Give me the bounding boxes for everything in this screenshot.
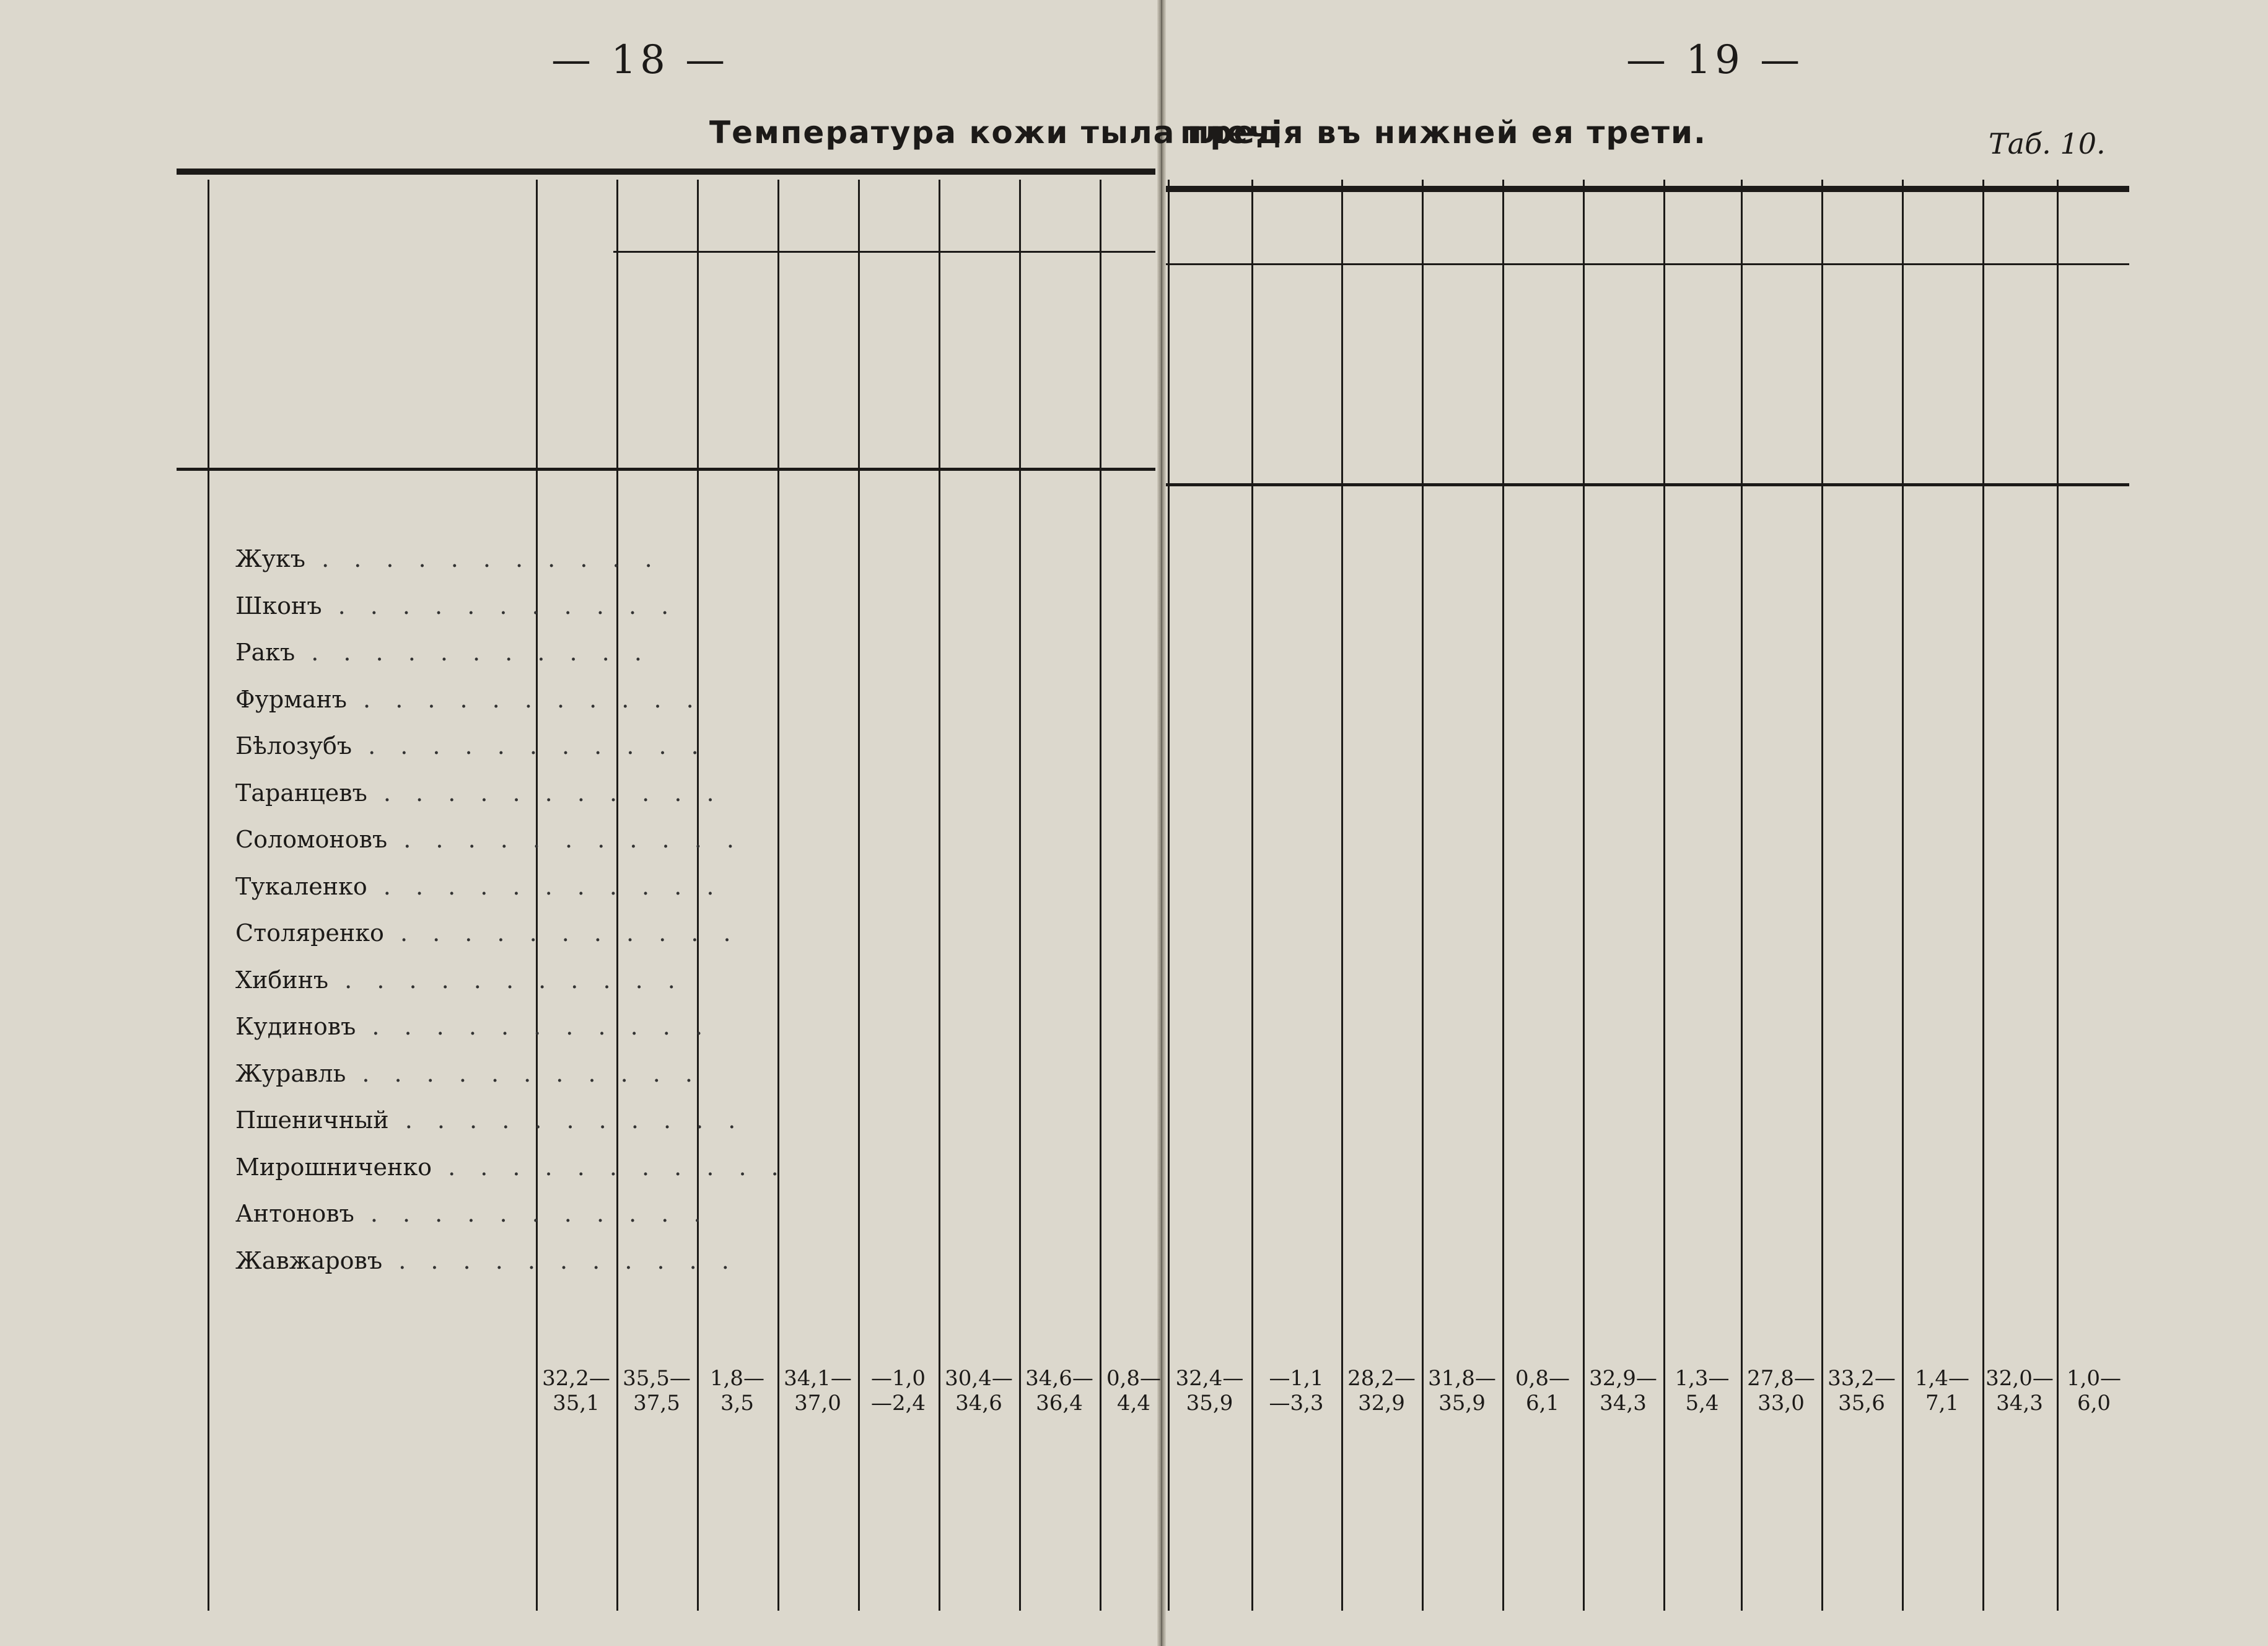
leader-dots: . . . . . . . . . . . [388, 1106, 745, 1134]
leader-dots: . . . . . . . . . . . [367, 779, 723, 807]
minmax-value: —3,3 [1269, 1391, 1324, 1416]
minmax-cell [1821, 1366, 1902, 1416]
surname [235, 1246, 738, 1274]
surname [235, 639, 650, 666]
column-header [883, 254, 914, 477]
table-title-left: Температура кожи тыла пред [709, 115, 1282, 151]
leader-dots: . . . . . . . . . . . [328, 966, 684, 994]
minmax-value: 36,4 [1036, 1391, 1083, 1416]
surname [235, 1153, 787, 1181]
minmax-value: 34,3 [1996, 1391, 2043, 1416]
surname-text: Столяренко [235, 919, 384, 947]
minmax-value: 35,6 [1838, 1391, 1885, 1416]
group-header-3 [1341, 208, 1744, 245]
minmax-cell [1168, 1366, 1251, 1416]
column-header [1194, 254, 1225, 477]
leader-dots: . . . . . . . . . . . [322, 592, 678, 619]
leader-dots: . . . . . . . . . . . [383, 919, 740, 947]
minmax-cell [939, 1366, 1019, 1416]
group-header-4 [1741, 208, 2129, 245]
column-header [1846, 254, 1877, 477]
top-rule-right [1166, 186, 2129, 192]
surname [235, 872, 723, 900]
table-title-right: плечія въ нижней ея трети. [1180, 115, 1707, 151]
column-header [802, 254, 833, 477]
minmax-value: 7,1 [1925, 1391, 1959, 1416]
minmax-value: 6,0 [2077, 1391, 2111, 1416]
column-header [722, 254, 753, 477]
column-header [1281, 254, 1312, 477]
column-header [1608, 254, 1639, 477]
surname-text: Тукаленко [235, 872, 367, 900]
leader-dots: . . . . . . . . . . . [346, 685, 703, 713]
minmax-value: 32,2— [542, 1366, 610, 1391]
surname-text: Жукъ [235, 545, 305, 572]
surname [235, 1106, 745, 1134]
leader-dots: . . . . . . . . . . . [432, 1153, 787, 1181]
surname-text: Жавжаровъ [235, 1246, 383, 1274]
minmax-value: 34,6— [1025, 1366, 1093, 1391]
right-page-number: — 19 — [1626, 37, 1804, 83]
minmax-cell [536, 1366, 616, 1416]
minmax-value: 1,4— [1914, 1366, 1970, 1391]
minmax-value: 0,8— [1515, 1366, 1570, 1391]
minmax-value: 27,8— [1747, 1366, 1815, 1391]
minmax-cell [1663, 1366, 1741, 1416]
leader-dots: . . . . . . . . . . . [356, 1013, 712, 1040]
minmax-value: —2,4 [870, 1391, 926, 1416]
minmax-value: 6,1 [1525, 1391, 1560, 1416]
surname [235, 779, 723, 807]
minmax-cell [1100, 1366, 1168, 1416]
surname-text: Бѣлозубъ [235, 732, 352, 760]
left-page-number: — 18 — [551, 37, 729, 83]
column-header [2004, 254, 2035, 477]
minmax-value: 28,2— [1347, 1366, 1416, 1391]
minmax-value: 31,8— [1428, 1366, 1496, 1391]
leader-dots: . . . . . . . . . . . [295, 639, 650, 666]
minmax-value: 34,3 [1600, 1391, 1647, 1416]
surname [235, 592, 678, 619]
leader-dots: . . . . . . . . . . . [367, 872, 723, 900]
column-header [1687, 254, 1718, 477]
minmax-value: 1,8— [709, 1366, 765, 1391]
surname-text: Кудиновъ [235, 1013, 356, 1040]
minmax-cell [1019, 1366, 1100, 1416]
surname [235, 732, 707, 760]
surname-text: Антоновъ [235, 1200, 354, 1227]
surname-text: Ракъ [235, 639, 296, 666]
minmax-value: —1,1 [1269, 1366, 1324, 1391]
surname [235, 919, 740, 947]
minmax-cell [1502, 1366, 1583, 1416]
minmax-cell [777, 1366, 858, 1416]
minmax-value: 32,9— [1589, 1366, 1657, 1391]
column-header [1527, 254, 1558, 477]
column-line [208, 180, 209, 1611]
minmax-value: 37,0 [794, 1391, 841, 1416]
minmax-value: 33,0 [1758, 1391, 1805, 1416]
minmax-cell [1583, 1366, 1663, 1416]
column-header [641, 254, 672, 477]
minmax-cell [1422, 1366, 1502, 1416]
minmax-value: —1,0 [870, 1366, 926, 1391]
surname [235, 1013, 712, 1040]
surname-text: Журавль [235, 1059, 346, 1087]
minmax-value: 32,4— [1175, 1366, 1244, 1391]
surname-text: Соломоновъ [235, 826, 388, 853]
minmax-cell [858, 1366, 939, 1416]
leader-dots: . . . . . . . . . . . [352, 732, 707, 760]
minmax-value: 37,5 [633, 1391, 680, 1416]
minmax-value: 32,0— [1986, 1366, 2054, 1391]
minmax-value: 1,0— [2066, 1366, 2122, 1391]
leader-dots: . . . . . . . . . . . [382, 1246, 738, 1274]
leader-dots: . . . . . . . . . . . [387, 826, 743, 853]
column-header [963, 254, 994, 477]
minmax-value: 35,5— [623, 1366, 691, 1391]
surname [235, 966, 684, 994]
minmax-cell [1251, 1366, 1341, 1416]
surname-text: Мирошниченко [235, 1153, 432, 1181]
minmax-value: 3,5 [720, 1391, 755, 1416]
minmax-cell [1341, 1366, 1422, 1416]
minmax-value: 5,4 [1685, 1391, 1719, 1416]
minmax-cell [1982, 1366, 2057, 1416]
surname-text: Пшеничный [235, 1106, 389, 1134]
surname-text: Шконъ [235, 592, 322, 619]
surname-text: Таранцевъ [235, 779, 367, 807]
minmax-value: 35,9 [1438, 1391, 1486, 1416]
group-header-1 [536, 208, 939, 245]
minmax-value: 4,4 [1116, 1391, 1151, 1416]
minmax-cell [1741, 1366, 1821, 1416]
surname [235, 1200, 710, 1227]
surname [235, 685, 703, 713]
group-rule-left [613, 251, 1155, 253]
minmax-cell [2057, 1366, 2131, 1416]
minmax-cell [1902, 1366, 1982, 1416]
minmax-value: 1,3— [1675, 1366, 1730, 1391]
table-number: Таб. 10. [1989, 127, 2106, 160]
surname [235, 545, 661, 572]
top-rule-left [177, 169, 1155, 175]
column-header [1366, 254, 1397, 477]
leader-dots: . . . . . . . . . . . [346, 1059, 702, 1087]
minmax-value: 34,6 [955, 1391, 1002, 1416]
minmax-cell [697, 1366, 777, 1416]
column-header [561, 254, 592, 477]
column-header [1927, 254, 1958, 477]
leader-dots: . . . . . . . . . . . [354, 1200, 710, 1227]
leader-dots: . . . . . . . . . . . [305, 545, 661, 572]
column-header [1447, 254, 1478, 477]
minmax-value: 32,9 [1358, 1391, 1405, 1416]
surname [235, 1059, 702, 1087]
header-bottom-rule-right [1166, 483, 2129, 486]
minmax-value: 33,2— [1828, 1366, 1896, 1391]
minmax-cell [616, 1366, 697, 1416]
surname-text: Хибинъ [235, 966, 329, 994]
column-header [2078, 254, 2109, 477]
column-header [1118, 254, 1149, 477]
minmax-value: 35,1 [553, 1391, 600, 1416]
column-header [1766, 254, 1797, 477]
surname-text: Фурманъ [235, 685, 347, 713]
minmax-value: 34,1— [784, 1366, 852, 1391]
group-header-2 [939, 208, 1354, 245]
minmax-value: 35,9 [1186, 1391, 1233, 1416]
minmax-value: 30,4— [945, 1366, 1013, 1391]
minmax-value: 0,8— [1106, 1366, 1162, 1391]
surname [235, 826, 743, 853]
column-header [1044, 254, 1075, 477]
